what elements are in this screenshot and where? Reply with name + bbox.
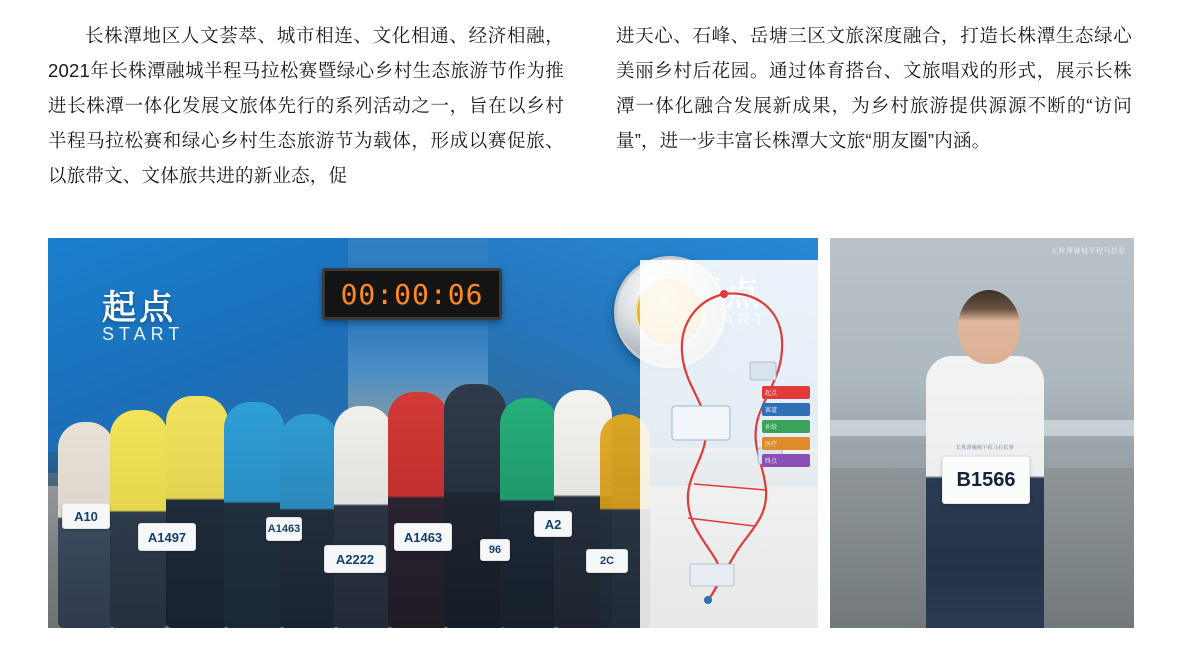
legend-item: 医疗: [762, 437, 810, 450]
article-body: [48, 18, 1132, 193]
article-column-left: [48, 18, 564, 193]
runner-bib: 2C: [586, 549, 628, 573]
runner-bib: A1497: [138, 523, 196, 551]
runner-figure: [166, 396, 228, 628]
legend-item: 赛道: [762, 403, 810, 416]
article-paragraph-left: 长株潭地区人文荟萃、城市相连、文化相通、经济相融，2021年长株潭融城半程马拉松赛暨绿心乡村生态旅游节作为推进长株潭一体化发展文旅体先行的系列活动之一，旨在以乡村半程马拉松赛和绿心乡村生态旅游节为载体，形成以赛促旅、以旅带文、文体旅共进的新业态，促: [48, 25, 564, 186]
runner-bib: A1463: [394, 523, 452, 551]
legend-item: 补给: [762, 420, 810, 433]
runner-bib-subtext: 长株潭融城半程马拉松赛: [955, 445, 1015, 451]
runner-figure: [388, 392, 448, 628]
runner-figure: [110, 410, 168, 628]
article-column-right: [616, 18, 1132, 193]
race-start-photo: [48, 238, 818, 628]
race-timer-display: 00:00:06: [322, 268, 502, 320]
female-runner-photo: [830, 238, 1134, 628]
photo-watermark: 长株潭融城半程马拉松: [1051, 248, 1126, 255]
legend-item: 终点: [762, 454, 810, 467]
runner-bib: A2: [534, 511, 572, 537]
photo-gallery: [48, 238, 1134, 628]
runner-figure: [224, 402, 284, 628]
runner-bib: B1566: [942, 456, 1030, 504]
start-label-cn: 起点: [102, 289, 176, 327]
legend-item: 起点: [762, 386, 810, 399]
course-map-overlay: [640, 260, 818, 628]
map-legend: [762, 386, 810, 471]
article-paragraph-right: 进天心、石峰、岳塘三区文旅深度融合，打造长株潭生态绿心美丽乡村后花园。通过体育搭台、文旅唱戏的形式，展示长株潭一体化融合发展新成果，为乡村旅游提供源源不断的“访问量”，进一步丰富长株潭大文旅“朋友圈”内涵。: [616, 25, 1132, 151]
runner-head: [958, 290, 1020, 364]
start-label-en: START: [102, 324, 185, 344]
runner-figure: [444, 384, 506, 628]
runner-figure: [334, 406, 392, 628]
runner-bib: A2222: [324, 545, 386, 573]
runner-bib: A10: [62, 503, 110, 529]
runner-bib: A1463: [266, 517, 302, 541]
runner-bib: 96: [480, 539, 510, 561]
